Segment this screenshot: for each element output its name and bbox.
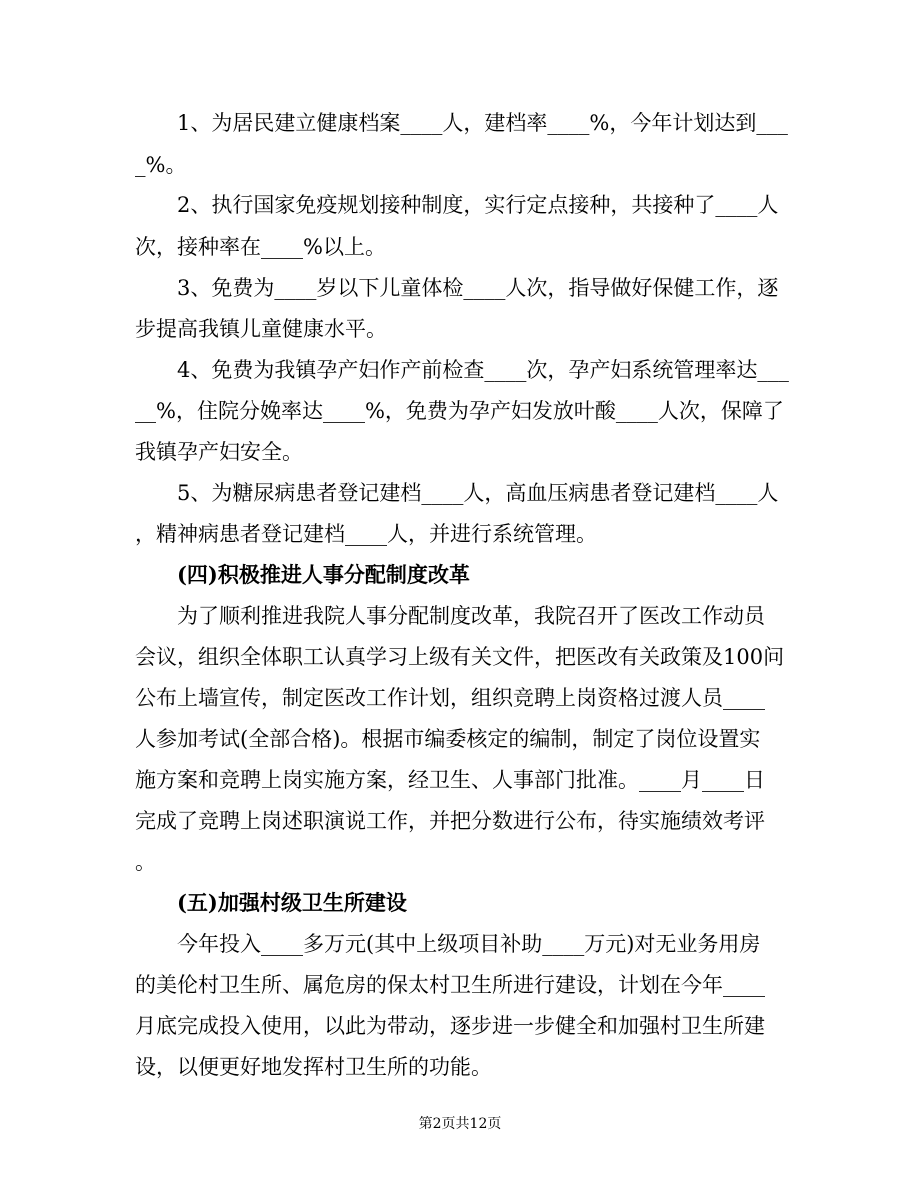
section-4-line-4: 人参加考试(全部合格)。根据市编委核定的编制，制定了岗位设置实: [135, 727, 761, 751]
section-5-line-4: 设，以便更好地发挥村卫生所的功能。: [135, 1055, 492, 1079]
item-4-line-1: 4、免费为我镇孕产妇作产前检查____次，孕产妇系统管理率达___: [177, 358, 789, 382]
section-4-line-5: 施方案和竞聘上岗实施方案，经卫生、人事部门批准。____月____日: [135, 768, 765, 792]
item-1-line-1: 1、为居民建立健康档案____人，建档率____%，今年计划达到___: [177, 111, 788, 135]
section-4-line-6: 完成了竞聘上岗述职演说工作，并把分数进行公布，待实施绩效考评: [135, 809, 765, 833]
section-4-line-2: 会议，组织全体职工认真学习上级有关文件，把医改有关政策及100问: [135, 645, 785, 669]
section-heading-5: (五)加强村级卫生所建设: [177, 890, 407, 915]
item-2-line-1: 2、执行国家免疫规划接种制度，实行定点接种，共接种了____人: [177, 193, 779, 217]
item-4-line-2: __%，住院分娩率达____%，免费为孕产妇发放叶酸____人次，保障了: [135, 399, 784, 423]
section-4-line-1: 为了顺利推进我院人事分配制度改革，我院召开了医改工作动员: [177, 604, 765, 628]
item-1-line-2: _%。: [135, 153, 187, 177]
section-5-line-3: 月底完成投入使用，以此为带动，逐步进一步健全和加强村卫生所建: [135, 1014, 765, 1038]
item-3-line-1: 3、免费为____岁以下儿童体检____人次，指导做好保健工作，逐: [177, 276, 779, 300]
page-number: 第2页共12页: [418, 1116, 502, 1132]
item-4-line-3: 我镇孕产妇安全。: [135, 440, 303, 464]
item-3-line-2: 步提高我镇儿童健康水平。: [135, 317, 387, 341]
item-2-line-2: 次，接种率在____%以上。: [135, 235, 386, 259]
section-5-line-1: 今年投入____多万元(其中上级项目补助____万元)对无业务用房: [177, 932, 761, 956]
item-5-line-2: ，精神病患者登记建档____人，并进行系统管理。: [135, 522, 597, 546]
section-4-line-3: 公布上墙宣传，制定医改工作计划，组织竞聘上岗资格过渡人员____: [135, 686, 765, 710]
section-4-line-7: 。: [135, 850, 156, 874]
section-heading-4: (四)积极推进人事分配制度改革: [177, 562, 470, 587]
item-5-line-1: 5、为糖尿病患者登记建档____人，高血压病患者登记建档____人: [177, 481, 779, 505]
section-5-line-2: 的美伦村卫生所、属危房的保太村卫生所进行建设，计划在今年____: [135, 973, 765, 997]
